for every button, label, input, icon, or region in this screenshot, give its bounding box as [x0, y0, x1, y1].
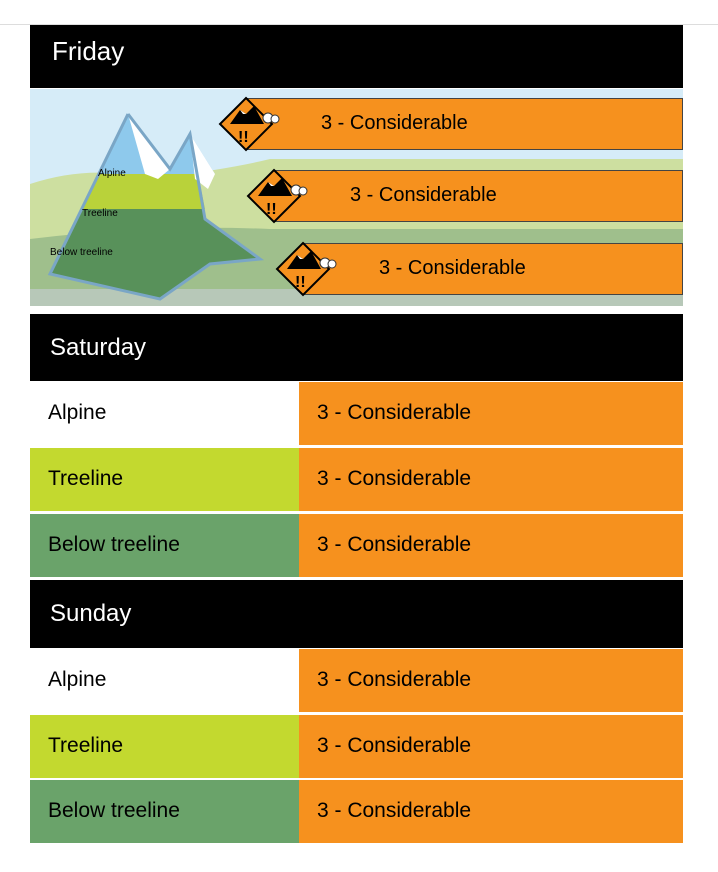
saturday-alpine-row: [30, 382, 683, 445]
elevation-label-alpine: Alpine: [98, 168, 126, 179]
elevation-label-treeline: Treeline: [82, 208, 118, 219]
elevation-label: Alpine: [30, 382, 299, 445]
rating-text: 3 - Considerable: [379, 257, 526, 279]
elevation-graphic: [30, 89, 683, 306]
friday-treeline-rating: [273, 170, 683, 222]
day-header-saturday: Saturday: [30, 314, 683, 381]
elevation-label-below-treeline: Below treeline: [50, 247, 113, 258]
day-header-friday: Friday: [30, 25, 683, 88]
friday-alpine-rating: [245, 98, 683, 150]
danger-rating: 3 - Considerable: [299, 514, 683, 577]
elevation-label: Below treeline: [30, 514, 299, 577]
danger-level-icon: [275, 241, 341, 297]
elevation-label: Alpine: [30, 649, 299, 712]
saturday-below-treeline-row: [30, 514, 683, 577]
danger-rating: 3 - Considerable: [299, 780, 683, 843]
svg-text:!!: !!: [295, 274, 306, 291]
danger-rating: 3 - Considerable: [299, 382, 683, 445]
sunday-below-treeline-row: [30, 780, 683, 843]
elevation-label: Below treeline: [30, 780, 299, 843]
danger-level-icon: [218, 96, 284, 152]
rating-text: 3 - Considerable: [350, 184, 497, 206]
svg-text:!!: !!: [266, 201, 277, 218]
danger-rating: 3 - Considerable: [299, 715, 683, 778]
danger-level-icon: [246, 168, 312, 224]
danger-rating: 3 - Considerable: [299, 448, 683, 511]
saturday-treeline-row: [30, 448, 683, 511]
sunday-treeline-row: [30, 715, 683, 778]
day-header-sunday: Sunday: [30, 580, 683, 648]
sunday-alpine-row: [30, 649, 683, 712]
svg-text:!!: !!: [238, 129, 249, 146]
elevation-label: Treeline: [30, 715, 299, 778]
elevation-label: Treeline: [30, 448, 299, 511]
friday-below-treeline-rating: [302, 243, 683, 295]
rating-text: 3 - Considerable: [321, 112, 468, 134]
danger-rating: 3 - Considerable: [299, 649, 683, 712]
